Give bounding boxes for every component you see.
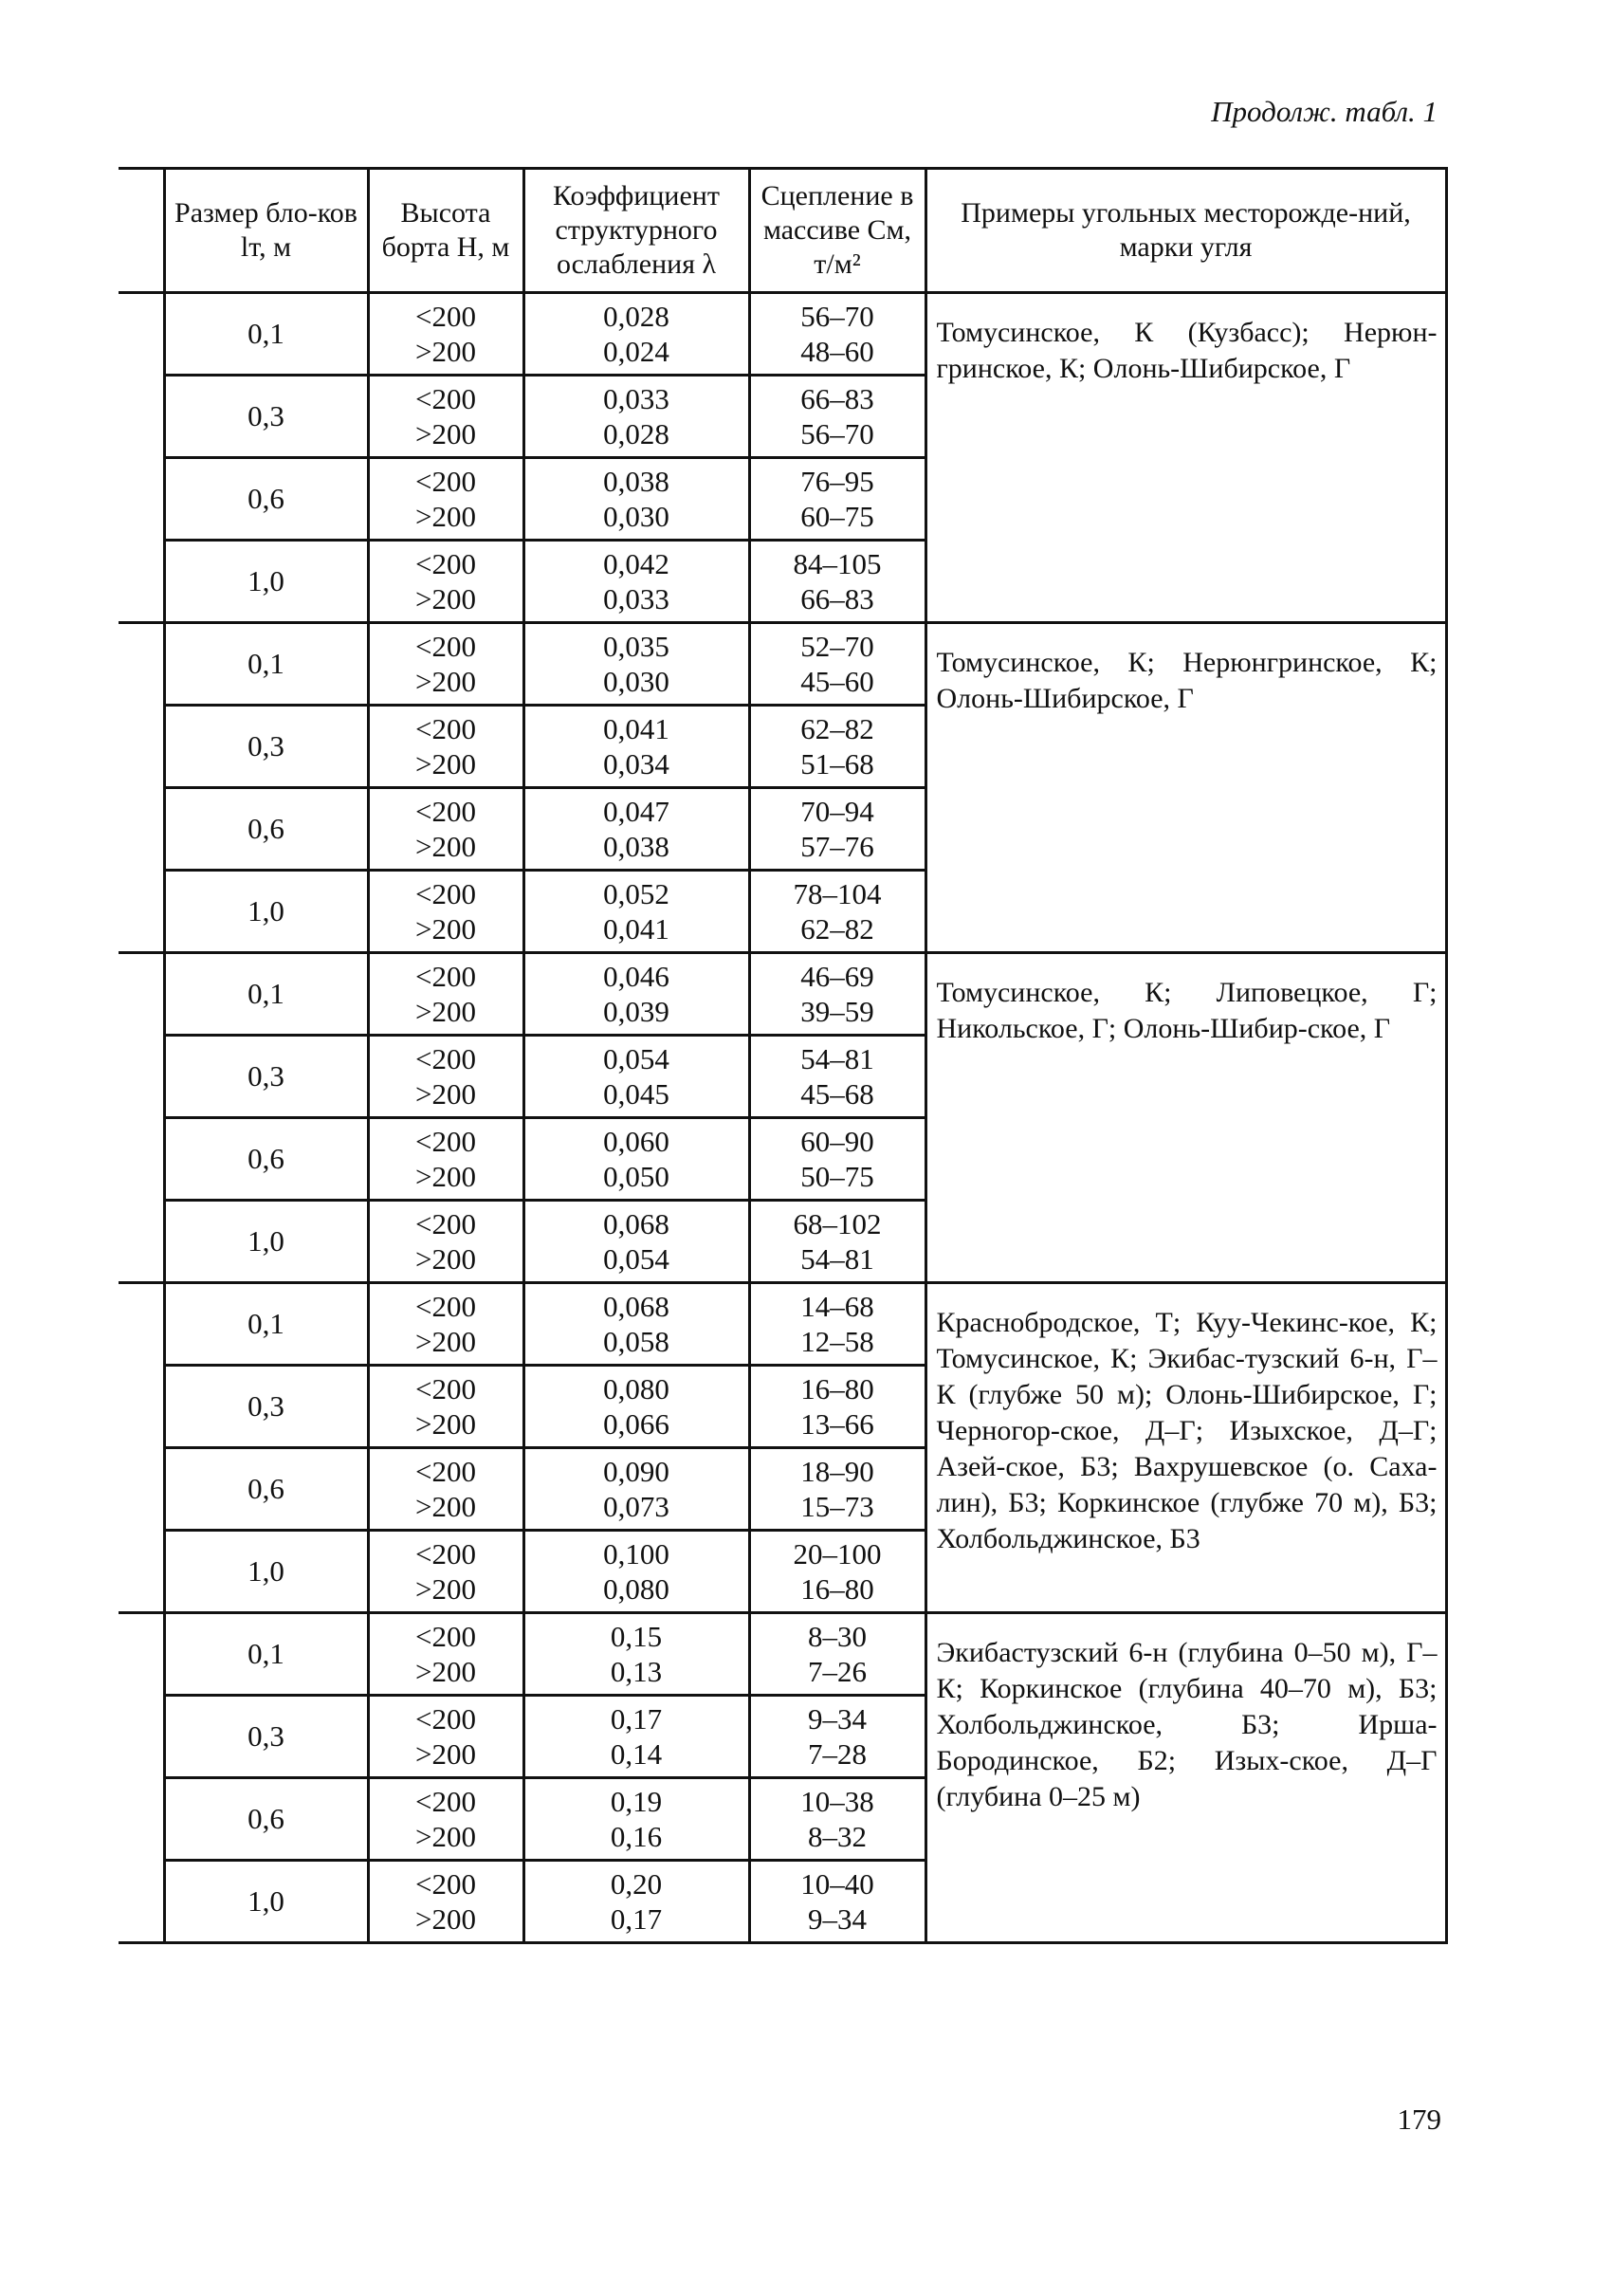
coefficient-cell-lower: 0,045 [603,1077,669,1111]
coefficient-cell-lower: 0,16 [610,1820,663,1853]
cohesion-cell [749,376,925,458]
table-row [119,623,1446,706]
coefficient-cell-upper: 0,054 [603,1042,669,1075]
height-cell [368,1696,523,1778]
height-cell [368,1778,523,1861]
height-cell-upper: <200 [415,382,476,415]
coefficient-cell-upper: 0,042 [603,547,669,580]
height-cell [368,706,523,788]
height-cell [368,1531,523,1613]
cohesion-cell-lower: 48–60 [800,335,874,368]
table-row [119,953,1446,1036]
cohesion-cell-lower: 16–80 [800,1572,874,1606]
cohesion-cell [749,293,925,376]
cohesion-cell [749,541,925,623]
cohesion-cell-upper: 68–102 [793,1207,882,1240]
cohesion-cell [749,953,925,1036]
table-row [119,293,1446,376]
block-size-cell: 1,0 [164,541,368,623]
cohesion-cell [749,1448,925,1531]
stub-cell [119,1613,164,1696]
height-cell [368,293,523,376]
stub-cell [119,1283,164,1366]
block-size-cell: 0,1 [164,953,368,1036]
cohesion-cell-lower: 45–68 [800,1077,874,1111]
height-cell-upper: <200 [415,1455,476,1488]
coefficient-cell [523,1696,749,1778]
block-size-cell: 0,6 [164,788,368,871]
height-cell-upper: <200 [415,465,476,498]
cohesion-cell-upper: 76–95 [800,465,874,498]
examples-cell: Экибастузский 6-н (глубина 0–50 м), Г–К; Коркинское (глубина 40–70 м), Б3; Холбольджинское, Б3; Ирша-Бородинское, Б2; Изых-ское, Д–Г (глубина 0–25 м) [925,1613,1446,1943]
coefficient-cell-upper: 0,052 [603,877,669,910]
cohesion-cell-upper: 78–104 [793,877,882,910]
height-cell-lower: >200 [415,1820,476,1853]
header-examples: Примеры угольных месторожде-ний, марки угля [925,169,1446,293]
cohesion-cell-lower: 66–83 [800,582,874,615]
cohesion-cell-upper: 60–90 [800,1125,874,1158]
coefficient-cell-upper: 0,080 [603,1372,669,1405]
slope-stability-table [119,167,1448,1944]
cohesion-cell [749,1201,925,1283]
height-cell-lower: >200 [415,747,476,781]
coefficient-cell-upper: 0,035 [603,630,669,663]
height-cell [368,1283,523,1366]
coefficient-cell-upper: 0,17 [610,1702,663,1736]
stub-cell [119,293,164,376]
coefficient-cell-upper: 0,15 [610,1620,663,1653]
height-cell-upper: <200 [415,1207,476,1240]
height-cell-lower: >200 [415,335,476,368]
cohesion-cell-upper: 8–30 [808,1620,867,1653]
coefficient-cell-lower: 0,073 [603,1490,669,1523]
stub-cell [119,1696,164,1778]
height-cell-upper: <200 [415,1785,476,1818]
coefficient-cell [523,293,749,376]
header-block-size: Размер бло-ков lт, м [164,169,368,293]
coefficient-cell-lower: 0,058 [603,1325,669,1358]
stub-cell [119,1861,164,1943]
cohesion-cell-upper: 66–83 [800,382,874,415]
cohesion-cell [749,1366,925,1448]
cohesion-cell-upper: 84–105 [793,547,882,580]
height-cell [368,871,523,953]
height-cell-upper: <200 [415,712,476,745]
block-size-cell: 0,3 [164,376,368,458]
coefficient-cell-upper: 0,047 [603,795,669,828]
stub-cell [119,541,164,623]
height-cell-lower: >200 [415,1407,476,1441]
height-cell [368,541,523,623]
cohesion-cell-lower: 57–76 [800,830,874,863]
cohesion-cell-lower: 13–66 [800,1407,874,1441]
cohesion-cell-lower: 7–28 [808,1737,867,1771]
cohesion-cell-upper: 52–70 [800,630,874,663]
cohesion-cell [749,1696,925,1778]
coefficient-cell-lower: 0,024 [603,335,669,368]
cohesion-cell-lower: 7–26 [808,1655,867,1688]
coefficient-cell-upper: 0,068 [603,1207,669,1240]
coefficient-cell-upper: 0,033 [603,382,669,415]
height-cell-lower: >200 [415,1490,476,1523]
data-table-wrapper [119,167,1448,1944]
block-size-cell: 0,1 [164,1283,368,1366]
block-size-cell: 0,3 [164,1036,368,1118]
coefficient-cell [523,376,749,458]
coefficient-cell-lower: 0,039 [603,995,669,1028]
cohesion-cell-upper: 54–81 [800,1042,874,1075]
cohesion-cell [749,458,925,541]
height-cell-lower: >200 [415,1242,476,1276]
cohesion-cell-lower: 15–73 [800,1490,874,1523]
block-size-cell: 0,1 [164,293,368,376]
header-cohesion: Сцепление в массиве Cм, т/м² [749,169,925,293]
height-cell [368,1118,523,1201]
cohesion-cell [749,1036,925,1118]
height-cell-upper: <200 [415,547,476,580]
cohesion-cell-lower: 54–81 [800,1242,874,1276]
height-cell-lower: >200 [415,582,476,615]
height-cell-lower: >200 [415,500,476,533]
cohesion-cell-upper: 16–80 [800,1372,874,1405]
cohesion-cell-lower: 62–82 [800,912,874,946]
coefficient-cell-upper: 0,090 [603,1455,669,1488]
coefficient-cell-lower: 0,14 [610,1737,663,1771]
stub-cell [119,1778,164,1861]
height-cell [368,788,523,871]
coefficient-cell-lower: 0,038 [603,830,669,863]
header-height: Высота борта H, м [368,169,523,293]
cohesion-cell-upper: 14–68 [800,1290,874,1323]
height-cell [368,1036,523,1118]
height-cell-upper: <200 [415,877,476,910]
coefficient-cell-lower: 0,030 [603,500,669,533]
stub-header [119,169,164,293]
coefficient-cell [523,1036,749,1118]
coefficient-cell-upper: 0,046 [603,960,669,993]
coefficient-cell-upper: 0,038 [603,465,669,498]
stub-cell [119,1366,164,1448]
coefficient-cell [523,541,749,623]
height-cell-lower: >200 [415,1572,476,1606]
height-cell-lower: >200 [415,1325,476,1358]
coefficient-cell [523,871,749,953]
coefficient-cell-lower: 0,066 [603,1407,669,1441]
cohesion-cell-lower: 39–59 [800,995,874,1028]
cohesion-cell-upper: 10–38 [800,1785,874,1818]
height-cell-upper: <200 [415,1620,476,1653]
height-cell [368,623,523,706]
stub-cell [119,788,164,871]
height-cell-lower: >200 [415,830,476,863]
coefficient-cell [523,1531,749,1613]
coefficient-cell-lower: 0,17 [610,1902,663,1936]
stub-cell [119,1201,164,1283]
block-size-cell: 1,0 [164,1861,368,1943]
cohesion-cell-lower: 51–68 [800,747,874,781]
cohesion-cell-lower: 9–34 [808,1902,867,1936]
examples-cell: Томусинское, К (Кузбасс); Нерюн-гринское, К; Олонь-Шибирское, Г [925,293,1446,623]
stub-cell [119,1036,164,1118]
coefficient-cell-lower: 0,041 [603,912,669,946]
block-size-cell: 1,0 [164,1531,368,1613]
cohesion-cell-upper: 18–90 [800,1455,874,1488]
coefficient-cell [523,1118,749,1201]
coefficient-cell-upper: 0,19 [610,1785,663,1818]
block-size-cell: 0,1 [164,1613,368,1696]
coefficient-cell-upper: 0,041 [603,712,669,745]
stub-cell [119,871,164,953]
table-body [119,293,1446,1943]
stub-cell [119,706,164,788]
coefficient-cell-lower: 0,050 [603,1160,669,1193]
cohesion-cell [749,1613,925,1696]
height-cell-upper: <200 [415,300,476,333]
stub-cell [119,1118,164,1201]
coefficient-cell-lower: 0,034 [603,747,669,781]
height-cell-upper: <200 [415,1537,476,1570]
cohesion-cell [749,1778,925,1861]
coefficient-cell-lower: 0,033 [603,582,669,615]
coefficient-cell [523,953,749,1036]
block-size-cell: 0,6 [164,458,368,541]
coefficient-cell-upper: 0,20 [610,1867,663,1901]
cohesion-cell-lower: 8–32 [808,1820,867,1853]
cohesion-cell [749,1861,925,1943]
stub-cell [119,953,164,1036]
cohesion-cell [749,1283,925,1366]
height-cell-upper: <200 [415,1867,476,1901]
examples-cell: Краснобродское, Т; Куу-Чекинс-кое, К; Томусинское, К; Экибас-тузский 6-н, Г–К (глубже 50 м); Олонь-Шибирское, Г; Черногор-ское, Д–Г; Изыхское, Д–Г; Азей-ское, Б3; Вахрушевское (о. Саха-лин), Б3; Коркинское (глубже 70 м), Б3; Холбольджинское, Б3 [925,1283,1446,1613]
coefficient-cell-upper: 0,060 [603,1125,669,1158]
block-size-cell: 1,0 [164,1201,368,1283]
height-cell-lower: >200 [415,995,476,1028]
block-size-cell: 0,3 [164,1366,368,1448]
height-cell-lower: >200 [415,1160,476,1193]
height-cell [368,1366,523,1448]
stub-cell [119,376,164,458]
height-cell-upper: <200 [415,795,476,828]
cohesion-cell-upper: 56–70 [800,300,874,333]
table-row [119,1613,1446,1696]
height-cell-lower: >200 [415,417,476,450]
coefficient-cell-lower: 0,030 [603,665,669,698]
height-cell [368,1613,523,1696]
height-cell-upper: <200 [415,1702,476,1736]
height-cell [368,458,523,541]
cohesion-cell-upper: 62–82 [800,712,874,745]
height-cell-upper: <200 [415,1042,476,1075]
coefficient-cell [523,458,749,541]
height-cell-upper: <200 [415,1290,476,1323]
block-size-cell: 0,6 [164,1448,368,1531]
coefficient-cell-upper: 0,028 [603,300,669,333]
stub-cell [119,1531,164,1613]
stub-cell [119,623,164,706]
block-size-cell: 0,3 [164,1696,368,1778]
coefficient-cell [523,1283,749,1366]
cohesion-cell [749,623,925,706]
cohesion-cell [749,1118,925,1201]
cohesion-cell-upper: 70–94 [800,795,874,828]
height-cell-upper: <200 [415,960,476,993]
cohesion-cell [749,788,925,871]
coefficient-cell [523,1448,749,1531]
coefficient-cell-lower: 0,028 [603,417,669,450]
coefficient-cell [523,1201,749,1283]
block-size-cell: 0,6 [164,1118,368,1201]
height-cell [368,953,523,1036]
continuation-label: Продолж. табл. 1 [1211,95,1438,128]
cohesion-cell [749,706,925,788]
header-coefficient: Коэффициент структурного ослабления λ [523,169,749,293]
examples-cell: Томусинское, К; Нерюнгринское, К; Олонь-Шибирское, Г [925,623,1446,953]
block-size-cell: 0,6 [164,1778,368,1861]
height-cell-lower: >200 [415,1077,476,1111]
cohesion-cell-upper: 10–40 [800,1867,874,1901]
coefficient-cell-upper: 0,068 [603,1290,669,1323]
coefficient-cell-lower: 0,080 [603,1572,669,1606]
height-cell-upper: <200 [415,1125,476,1158]
height-cell-lower: >200 [415,1902,476,1936]
cohesion-cell-lower: 50–75 [800,1160,874,1193]
examples-cell: Томусинское, К; Липовецкое, Г; Никольское, Г; Олонь-Шибир-ское, Г [925,953,1446,1283]
coefficient-cell [523,788,749,871]
cohesion-cell [749,1531,925,1613]
coefficient-cell-upper: 0,100 [603,1537,669,1570]
coefficient-cell-lower: 0,13 [610,1655,663,1688]
cohesion-cell-upper: 46–69 [800,960,874,993]
height-cell-lower: >200 [415,1737,476,1771]
coefficient-cell-lower: 0,054 [603,1242,669,1276]
height-cell [368,1861,523,1943]
header-row [119,169,1446,293]
height-cell-lower: >200 [415,912,476,946]
stub-cell [119,458,164,541]
block-size-cell: 1,0 [164,871,368,953]
cohesion-cell-lower: 12–58 [800,1325,874,1358]
block-size-cell: 0,1 [164,623,368,706]
coefficient-cell [523,1778,749,1861]
cohesion-cell-lower: 56–70 [800,417,874,450]
height-cell-upper: <200 [415,630,476,663]
coefficient-cell [523,1861,749,1943]
stub-cell [119,1448,164,1531]
page-number: 179 [1397,2103,1441,2136]
height-cell [368,1201,523,1283]
height-cell-lower: >200 [415,665,476,698]
coefficient-cell [523,706,749,788]
coefficient-cell [523,1366,749,1448]
cohesion-cell-lower: 45–60 [800,665,874,698]
height-cell-upper: <200 [415,1372,476,1405]
cohesion-cell-upper: 20–100 [793,1537,882,1570]
coefficient-cell [523,623,749,706]
cohesion-cell-upper: 9–34 [808,1702,867,1736]
height-cell-lower: >200 [415,1655,476,1688]
cohesion-cell [749,871,925,953]
block-size-cell: 0,3 [164,706,368,788]
coefficient-cell [523,1613,749,1696]
table-row [119,1283,1446,1366]
height-cell [368,1448,523,1531]
height-cell [368,376,523,458]
cohesion-cell-lower: 60–75 [800,500,874,533]
